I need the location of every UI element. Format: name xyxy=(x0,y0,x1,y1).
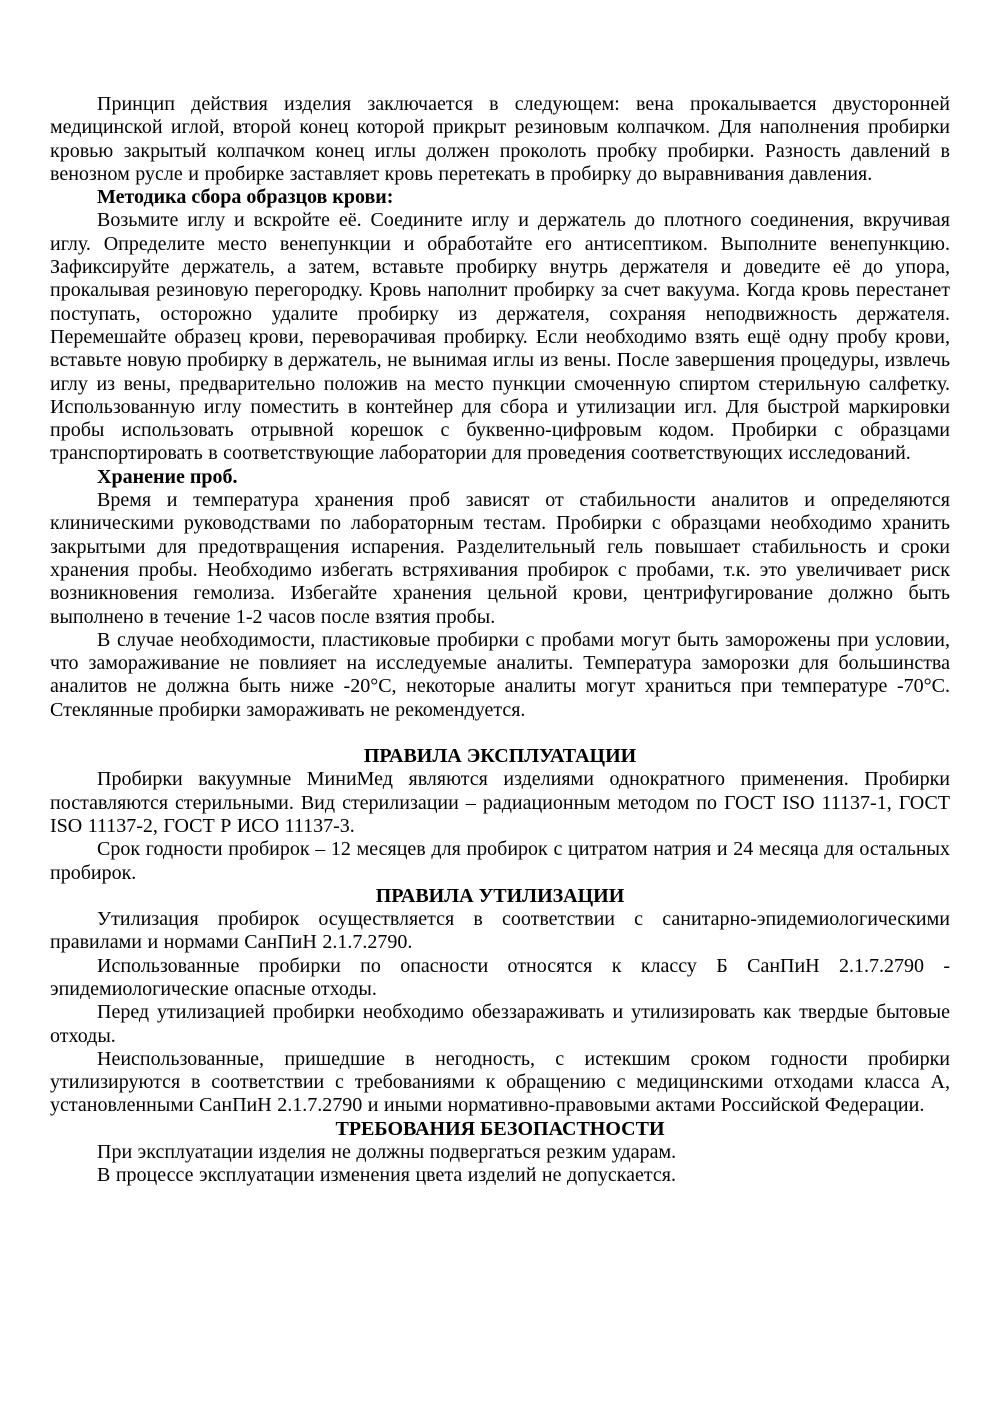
paragraph-no-color-change: В процессе эксплуатации изменения цвета изделий не допускается. xyxy=(97,1164,676,1187)
heading-blood-collection-method: Методика сбора образцов крови: xyxy=(97,186,394,209)
paragraph-single-use-sterilization: Пробирки вакуумные МиниМед являются изделиями однократного применения. Пробирки поставляются стерильными. Вид стерилизации – радиационным методом по ГОСТ ISO 11137-1, ГОСТ ISO 11137-2, ГОСТ Р ИСО 11137-3. xyxy=(50,768,950,837)
heading-sample-storage: Хранение проб. xyxy=(97,465,238,488)
heading-disposal-rules: ПРАВИЛА УТИЛИЗАЦИИ xyxy=(375,884,625,907)
paragraph-principle-of-operation: Принцип действия изделия заключается в следующем: вена прокалывается двусторонней медицинской иглой, второй конец которой прикрыт резиновым колпачком. Для наполнения пробирки кровью закрытый колпачком конец иглы должен проколоть пробку пробирки. Разность давлений в венозном русле и пробирке заставляет кровь перетекать в пробирку до выравнивания давления. xyxy=(50,93,950,185)
paragraph-decontamination: Перед утилизацией пробирки необходимо обеззараживать и утилизировать как твердые бытовые отходы. xyxy=(50,1001,950,1047)
paragraph-shelf-life: Срок годности пробирок – 12 месяцев для пробирок с цитратом натрия и 24 месяца для остальных пробирок. xyxy=(50,838,950,884)
paragraph-storage-conditions: Время и температура хранения проб зависят от стабильности аналитов и определяются клиническими руководствами по лабораторным тестам. Пробирки с образцами необходимо хранить закрытыми для предотвращения испарения. Разделительный гель повышает стабильность и сроки хранения пробы. Необходимо избегать встряхивания пробирок с пробами, т.к. это увеличивает риск возникновения гемолиза. Избегайте хранения цельной крови, центрифугирование должно быть выполнено в течение 1-2 часов после взятия пробы. xyxy=(50,489,950,628)
paragraph-no-sharp-impacts: При эксплуатации изделия не должны подвергаться резким ударам. xyxy=(97,1141,677,1164)
paragraph-collection-procedure: Возьмите иглу и вскройте её. Соедините иглу и держатель до плотного соединения, вкручивая иглу. Определите место венепункции и обработайте его антисептиком. Выполните венепункцию. Зафиксируйте держатель, а затем, вставьте пробирку внутрь держателя и доведите её до упора, прокалывая резиновую перегородку. Кровь наполнит пробирку за счет вакуума. Когда кровь перестанет поступать, осторожно удалите пробирку из держателя, сохраняя неподвижность держателя. Перемешайте образец крови, переворачивая пробирку. Если необходимо взять ещё одну пробу крови, вставьте новую пробирку в держатель, не вынимая иглы из вены. После завершения процедуры, извлечь иглу из вены, предварительно положив на место пункции смоченную спиртом стерильную салфетку. Использованную иглу поместить в контейнер для сбора и утилизации игл. Для быстрой маркировки пробы использовать отрывной корешок с буквенно-цифровым кодом. Пробирки с образцами транспортировать в соответствующие лаборатории для проведения соответствующих исследований. xyxy=(50,209,950,465)
paragraph-class-b-waste: Использованные пробирки по опасности относятся к классу Б СанПиН 2.1.7.2790 - эпидемиологические опасные отходы. xyxy=(50,954,950,1000)
paragraph-unused-tubes-disposal: Неиспользованные, пришедшие в негодность, с истекшим сроком годности пробирки утилизируются в соответствии с требованиями к обращению с медицинскими отходами класса А, установленными СанПиН 2.1.7.2790 и иными нормативно-правовыми актами Российской Федерации. xyxy=(50,1047,950,1117)
paragraph-freezing-conditions: В случае необходимости, пластиковые пробирки с пробами могут быть заморожены при условии, что замораживание не повлияет на исследуемые аналиты. Температура заморозки для большинства аналитов не должна быть ниже -20°С, некоторые аналиты могут храниться при температуре -70°С. Стеклянные пробирки замораживать не рекомендуется. xyxy=(50,628,950,721)
heading-safety-requirements: ТРЕБОВАНИЯ БЕЗОПАСТНОСТИ xyxy=(335,1117,665,1140)
paragraph-disposal-sanpin: Утилизация пробирок осуществляется в соответствии с санитарно-эпидемиологическими правилами и нормами СанПиН 2.1.7.2790. xyxy=(50,908,950,954)
heading-operation-rules: ПРАВИЛА ЭКСПЛУАТАЦИИ xyxy=(363,745,637,768)
